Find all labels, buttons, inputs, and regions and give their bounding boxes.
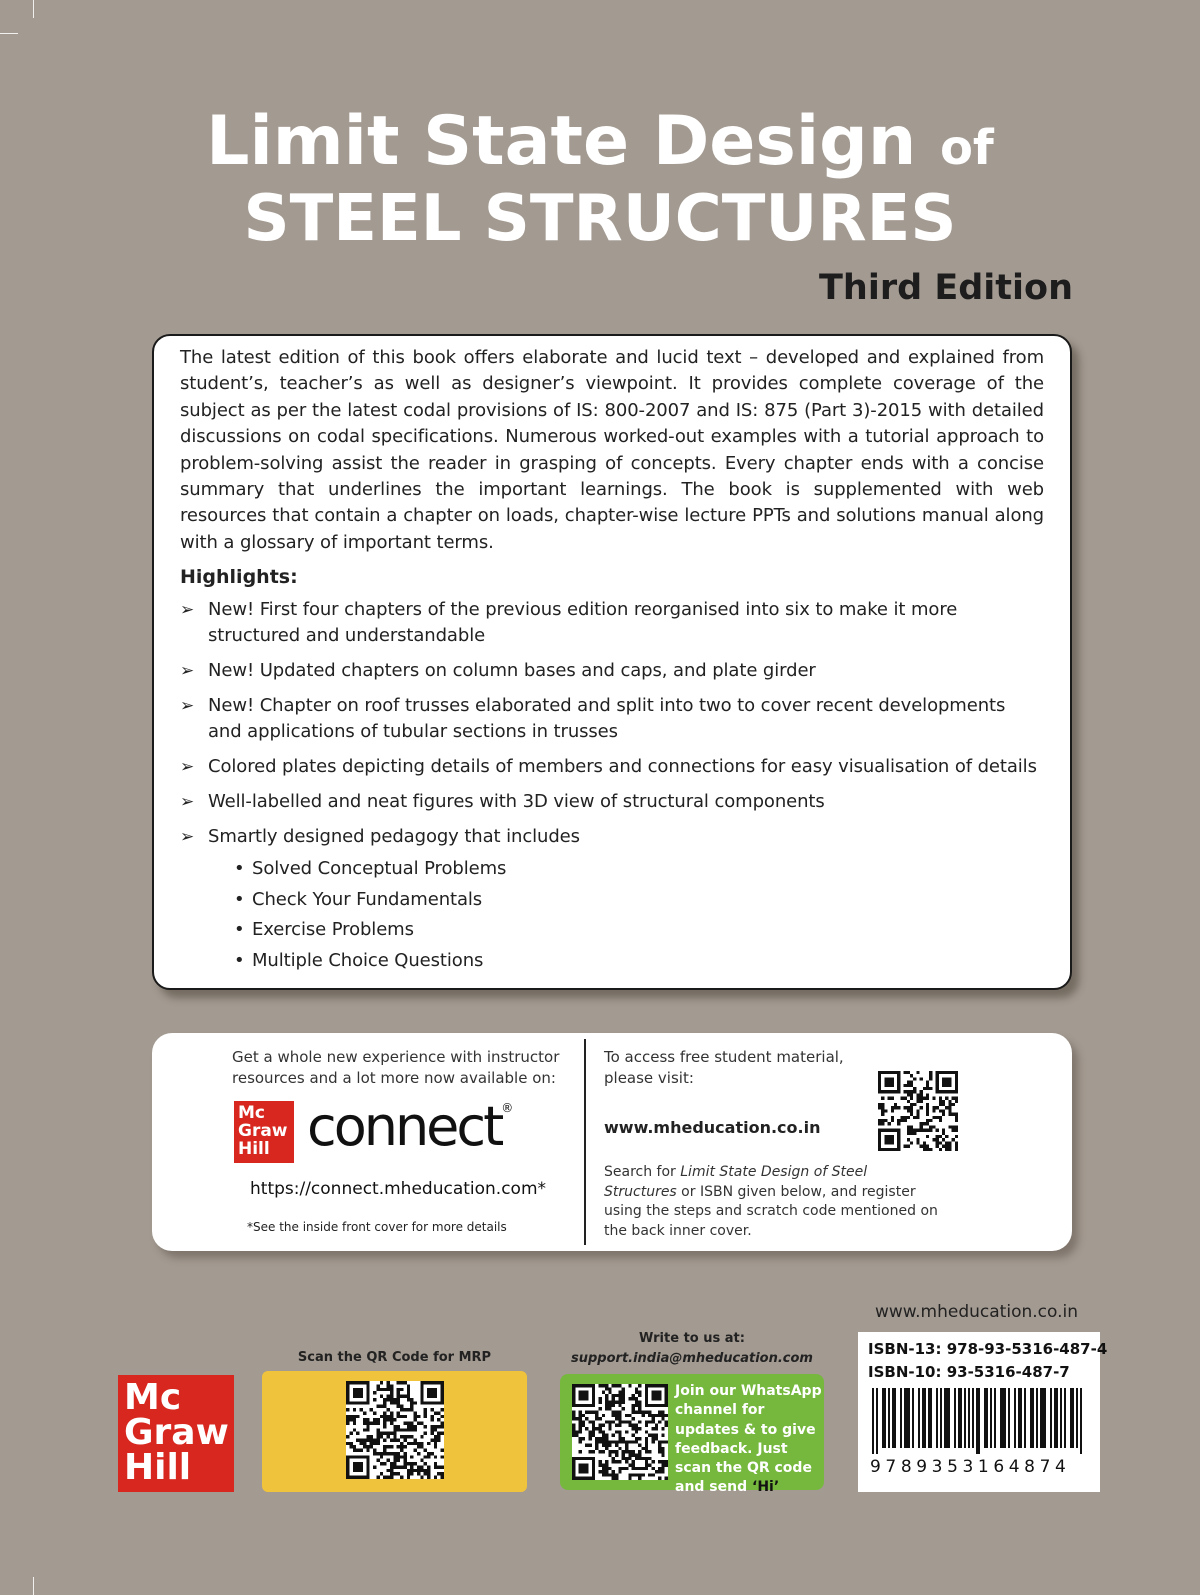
connect-url[interactable]: https://connect.mheducation.com* [250,1179,547,1199]
student-url[interactable]: www.mheducation.co.in [604,1118,821,1137]
title-of: of [939,120,994,176]
website-label[interactable]: www.mheducation.co.in [875,1302,1078,1322]
isbn-13: ISBN-13: 978-93-5316-487-4 [868,1340,1108,1358]
connect-note: *See the inside front cover for more details [247,1220,507,1234]
highlights-heading: Highlights: [180,566,298,589]
isbn-10: ISBN-10: 93-5316-487-7 [868,1363,1070,1381]
mrp-label: Scan the QR Code for MRP [297,1350,492,1365]
book-title [0,102,1200,181]
highlight-item: ➢ Smartly designed pedagogy that includes • Solved Conceptual Problems • Check Your Fundamentals • Exercise Problems • Multiple Choice Questions [180,824,1044,976]
pedagogy-list [208,854,1044,976]
write-label: Write to us at: [639,1331,745,1346]
highlight-item: ➢ New! Updated chapters on column bases and caps, and plate girder [180,658,1044,684]
divider [584,1039,586,1245]
connect-panel [152,1033,1072,1251]
barcode-digits: 9789353164874 [870,1457,1071,1477]
highlight-item: ➢ New! First four chapters of the previous edition reorganised into six to make it more structured and understandable [180,599,958,647]
edition-label: Third Edition [819,268,1073,308]
support-email[interactable]: support.india@mheducation.com [571,1351,813,1366]
pedagogy-item: • Solved Conceptual Problems [208,854,1044,885]
mrp-panel [262,1371,527,1492]
connect-intro: Get a whole new experience with instructor resources and a lot more now available on: [232,1048,560,1087]
pedagogy-item: • Multiple Choice Questions [208,946,1044,977]
qr-code-icon[interactable] [346,1381,444,1479]
student-intro: To access free student material, please visit: [604,1048,844,1087]
crop-mark [0,33,18,34]
arrow-bullet-icon: ➢ [180,600,195,621]
whatsapp-text: Join our WhatsApp channel for updates & to give feedback. Just scan the QR code and send ‘Hi’ [675,1383,822,1496]
student-instructions: Search for Limit State Design of Steel Structures or ISBN given below, and register using the steps and scratch code mentioned on the back inner cover. [604,1164,938,1239]
arrow-bullet-icon: ➢ [180,696,195,717]
pedagogy-item: • Exercise Problems [208,915,1044,946]
arrow-bullet-icon: ➢ [180,757,195,778]
mcgraw-hill-logo: Mc Graw Hill [118,1375,234,1492]
qr-code-icon[interactable] [878,1071,958,1151]
bullet-icon: • [234,858,245,880]
bullet-icon: • [234,888,245,910]
arrow-bullet-icon: ➢ [180,661,195,682]
isbn-box [858,1332,1108,1492]
mcgraw-hill-logo: Mc Graw Hill [234,1101,294,1163]
highlight-item: ➢ New! Chapter on roof trusses elaborated and split into two to cover recent developments and applications of tubular sections in trusses [180,695,1006,743]
crop-mark [33,1577,34,1595]
book-subtitle: STEEL STRUCTURES [243,182,957,256]
highlight-item: ➢ Colored plates depicting details of members and connections for easy visualisation of details [180,754,1044,780]
title-line1: Limit State Design [206,102,917,181]
arrow-bullet-icon: ➢ [180,792,195,813]
barcode-icon [872,1388,1084,1454]
bullet-icon: • [234,919,245,941]
highlights-list [180,597,1044,976]
arrow-bullet-icon: ➢ [180,827,195,848]
description-text: The latest edition of this book offers elaborate and lucid text – developed and explained from student’s, teacher’s as well as designer’s viewpoint. It provides complete coverage of the subject as per the latest codal provisions of IS: 800-2007 and IS: 875 (Part 3)-2015 with detailed discussions on codal specifications. Numerous worked-out examples with a tutorial approach to problem-solving assist the reader in grasping of concepts. Every chapter ends with a concise summary that underlines the important learnings. The book is supplemented with web resources that contain a chapter on loads, chapter-wise lecture PPTs and solutions manual along with a glossary of important terms. [180,347,1044,553]
connect-logo: connect® [307,1095,514,1158]
description-box [152,334,1072,990]
crop-mark [33,0,34,18]
qr-code-icon[interactable] [572,1384,668,1480]
pedagogy-item: • Check Your Fundamentals [208,885,1044,916]
whatsapp-panel [560,1374,824,1496]
bullet-icon: • [234,950,245,972]
highlight-item: ➢ Well-labelled and neat figures with 3D view of structural components [180,789,1044,815]
